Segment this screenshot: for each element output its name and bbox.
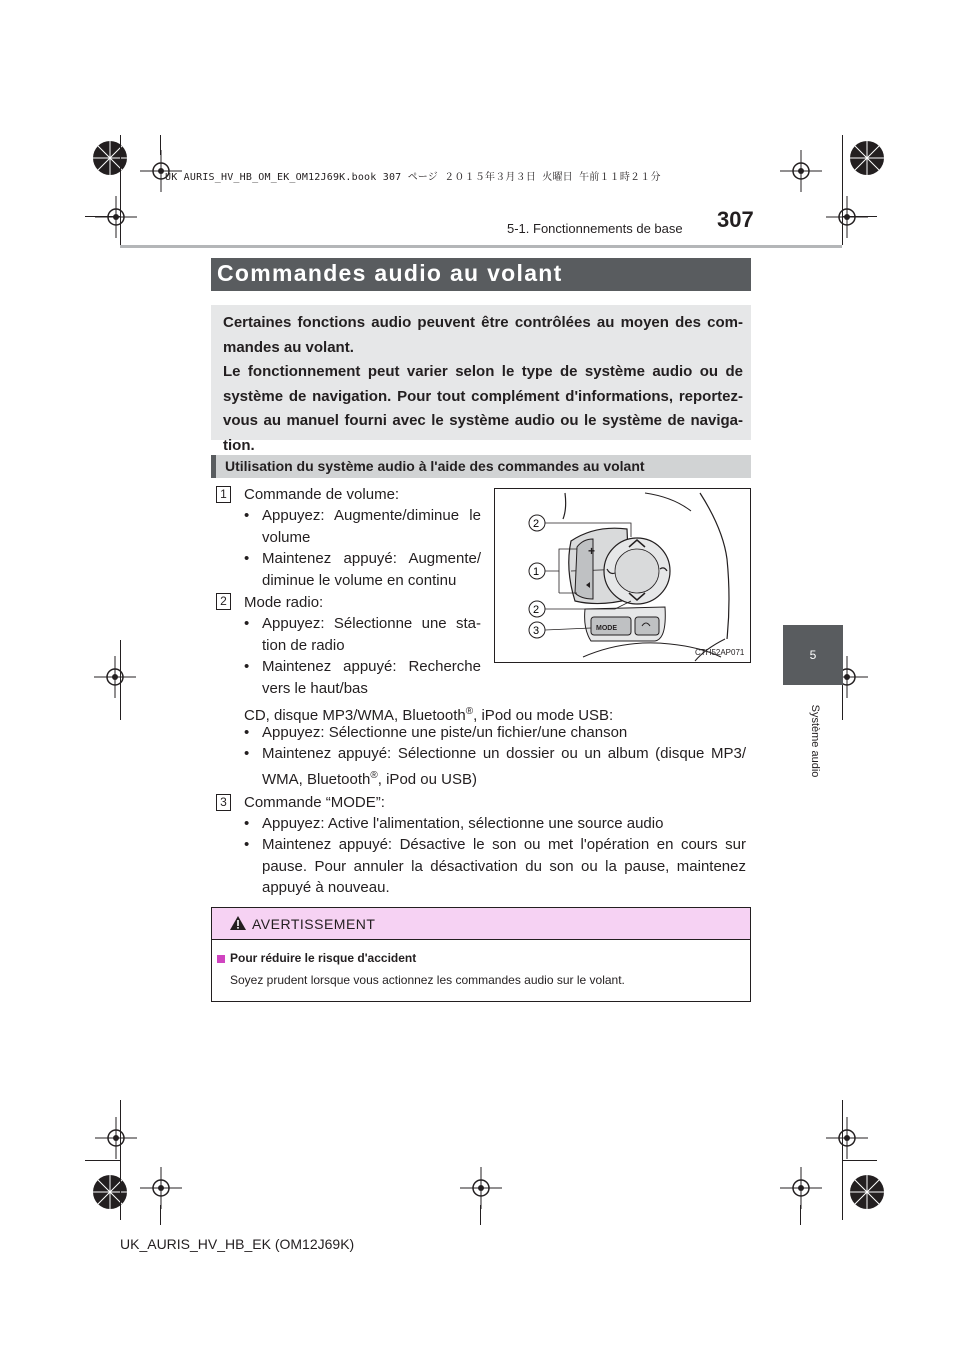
bullet: • xyxy=(244,745,250,762)
callout-number: 2 xyxy=(533,518,540,530)
square-bullet-icon xyxy=(217,955,225,963)
callout-number: 1 xyxy=(533,566,540,578)
bullet: • xyxy=(244,507,250,524)
bullet-text: vers le haut/bas xyxy=(262,679,368,697)
intro-line: Certaines fonctions audio peuvent être contrôlées au moyen des com- xyxy=(223,314,743,331)
bullet: • xyxy=(244,724,250,741)
registration-star-icon xyxy=(87,1165,143,1221)
page-title: Commandes audio au volant xyxy=(217,260,563,286)
callout-2-bottom xyxy=(529,601,545,617)
page-number: 307 xyxy=(717,207,754,232)
bullet-text: volume xyxy=(262,528,311,546)
intro-line: mandes au volant. xyxy=(223,338,354,356)
plus-label: + xyxy=(588,544,596,558)
intro-line: Le fonctionnement peut varier selon le type de système audio ou de xyxy=(223,363,743,380)
footer-code: UK_AURIS_HV_HB_EK (OM12J69K) xyxy=(120,1236,355,1252)
bullet: • xyxy=(244,658,250,675)
item-3-title: Commande “MODE”: xyxy=(244,794,385,811)
text: , iPod ou mode USB: xyxy=(473,707,614,724)
callout-number: 2 xyxy=(533,604,540,616)
bullet-text: Appuyez: Augmente/diminue le xyxy=(262,507,481,524)
callout-3 xyxy=(529,622,545,638)
chapter-tab: 5 xyxy=(783,625,843,685)
header-rule xyxy=(120,245,842,248)
warning-triangle-icon xyxy=(229,915,247,931)
item-number-1: 1 xyxy=(216,486,231,503)
intro-text xyxy=(223,311,743,458)
bullet: • xyxy=(244,815,250,832)
steering-wheel-illustration xyxy=(495,489,750,662)
bullet: • xyxy=(244,836,250,853)
bullet-text: Maintenez appuyé: Désactive le son ou met l'opération en cours sur xyxy=(262,836,746,853)
warning-subtitle: Pour réduire le risque d'accident xyxy=(230,951,417,965)
intro-line: système de navigation. Pour tout complément d'informations, reportez- xyxy=(223,387,743,405)
subheading: Utilisation du système audio à l'aide des commandes au volant xyxy=(225,458,645,474)
bullet-text: Maintenez appuyé: Sélectionne un dossier ou un album (disque MP3/ xyxy=(262,745,746,762)
crosshair-icon xyxy=(460,1167,502,1209)
callout-2-top xyxy=(529,515,545,531)
bullet-text: tion de radio xyxy=(262,636,345,654)
item-number-3: 3 xyxy=(216,794,231,811)
crosshair-icon xyxy=(95,1117,137,1159)
bullet-text: , iPod ou USB) xyxy=(377,771,477,788)
item-1-title: Commande de volume: xyxy=(244,486,400,503)
crosshair-icon xyxy=(140,1167,182,1209)
warning-text: Soyez prudent lorsque vous actionnez les commandes audio sur le volant. xyxy=(230,973,625,987)
item-2-title: Mode radio: xyxy=(244,594,324,611)
registration-star-icon xyxy=(836,133,892,189)
callout-1 xyxy=(529,563,545,579)
bullet-text: Maintenez appuyé: Recherche xyxy=(262,658,481,675)
registration-star-icon xyxy=(87,133,143,189)
bullet-text: Appuyez: Active l'alimentation, sélectionne une source audio xyxy=(262,815,664,832)
crosshair-icon xyxy=(780,150,822,192)
chapter-label xyxy=(770,696,860,786)
bullet-text: diminue le volume en continu xyxy=(262,571,457,589)
bullet-text: appuyé à nouveau. xyxy=(262,879,390,896)
registered-mark: ® xyxy=(465,706,474,717)
bullet: • xyxy=(244,550,250,567)
steering-switch-figure xyxy=(494,488,751,663)
item-number-2: 2 xyxy=(216,593,231,610)
text: CD, disque MP3/WMA, Bluetooth xyxy=(244,707,466,724)
bullet-text: Appuyez: Sélectionne une piste/un fichier/une chanson xyxy=(262,724,628,741)
section-title: 5-1. Fonctionnements de base xyxy=(507,221,683,236)
intro-line: tion. xyxy=(223,436,255,454)
mode-button-label: MODE xyxy=(596,625,617,632)
bullet-text: pause. Pour annuler la désactivation du son ou la pause, maintenez xyxy=(262,857,746,875)
figure-code: CTH52AP071 xyxy=(695,648,745,657)
warning-title: AVERTISSEMENT xyxy=(252,916,376,932)
crosshair-icon xyxy=(780,1167,822,1209)
chapter-label-text: Système audio xyxy=(809,704,821,778)
bullet-text: Appuyez: Sélectionne une sta- xyxy=(262,615,481,632)
crosshair-icon xyxy=(95,196,137,238)
intro-line: vous au manuel fourni avec le système audio ou le système de naviga- xyxy=(223,412,743,429)
callout-number: 3 xyxy=(533,625,540,637)
registration-star-icon xyxy=(836,1165,892,1221)
bullet-text: WMA, Bluetooth xyxy=(262,771,371,788)
crosshair-icon xyxy=(826,196,868,238)
book-file-info: UK AURIS_HV_HB_OM_EK_OM12J69K.book 307 ページ ２０１５年３月３日 火曜日 午前１１時２１分 xyxy=(165,172,661,183)
bullet: • xyxy=(244,615,250,632)
crosshair-icon xyxy=(94,656,136,698)
bullet-text: Maintenez appuyé: Augmente/ xyxy=(262,550,481,567)
registered-mark: ® xyxy=(370,770,378,781)
crosshair-icon xyxy=(826,1117,868,1159)
